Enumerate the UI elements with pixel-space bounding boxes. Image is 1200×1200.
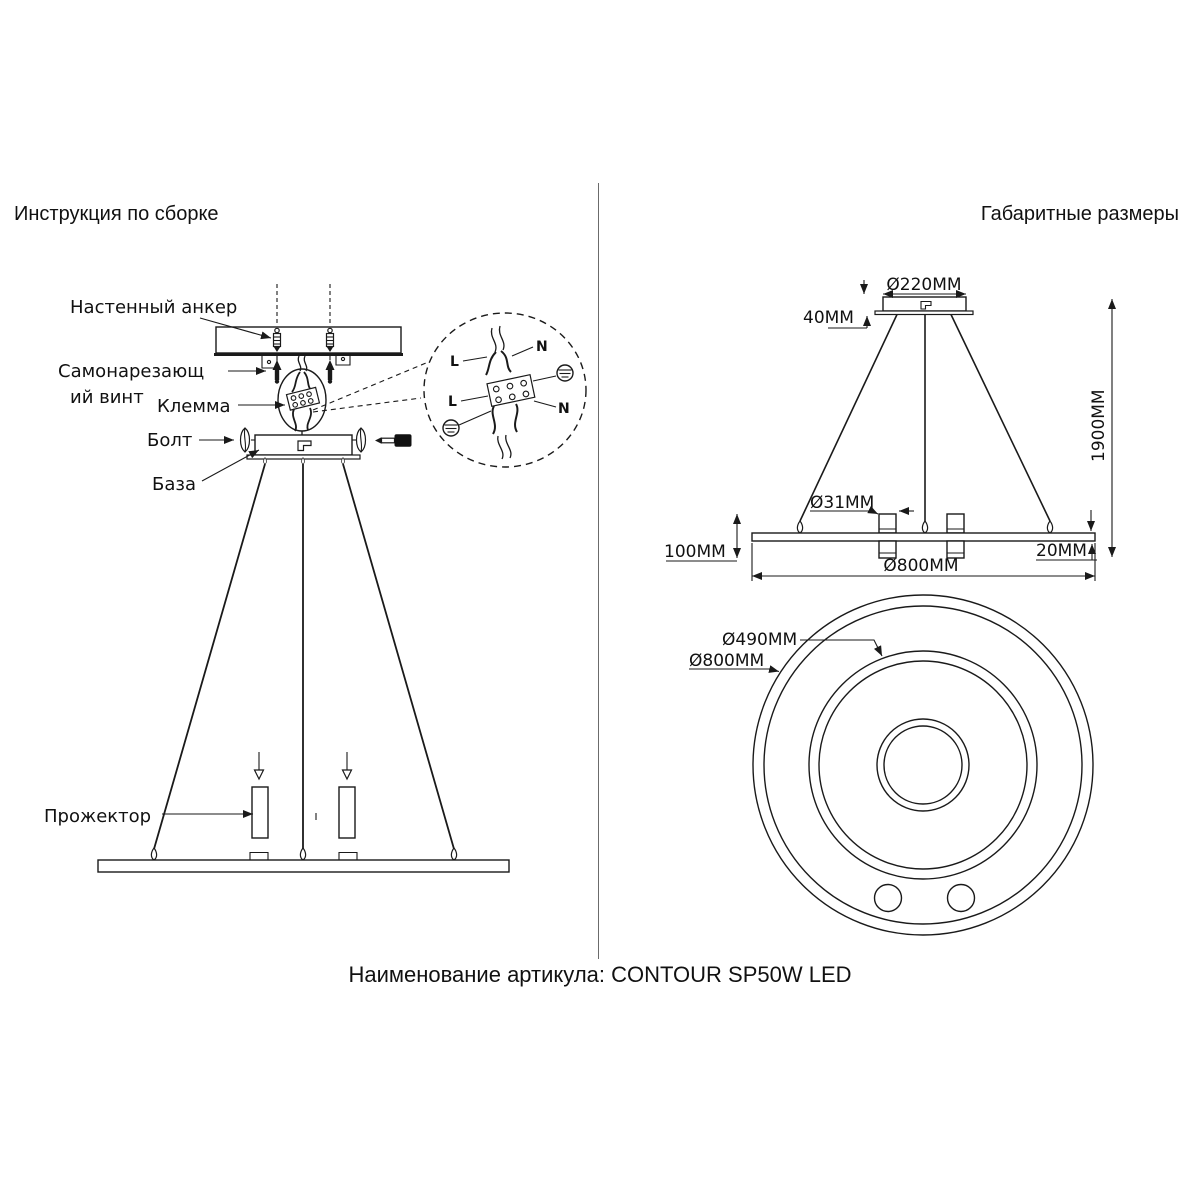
dim-canopy-height <box>803 280 867 328</box>
label-base: База <box>152 474 196 495</box>
right-panel-title: Габаритные размеры <box>980 203 1179 225</box>
left-panel-title: Инструкция по сборке <box>14 203 219 225</box>
label-wall-anchor: Настенный анкер <box>70 297 238 318</box>
label-terminal: Клемма <box>157 396 231 417</box>
junction-area <box>278 369 326 441</box>
canopy-side <box>875 297 973 315</box>
dim-outer-ring-diameter-text: Ø800MM <box>689 651 765 671</box>
dim-outer-ring-diameter <box>689 651 779 672</box>
suspension-wires <box>151 458 456 860</box>
assembly-diagram <box>44 284 586 872</box>
dim-canopy-diameter-text: Ø220MM <box>886 275 962 295</box>
dim-ring-thickness-text: 20MM <box>1036 541 1087 561</box>
self-tapping-screw-left <box>273 360 282 384</box>
dim-suspension-height-text: 1900MM <box>1089 389 1109 462</box>
label-self-tapping-screw-line1: Самонарезающ <box>58 361 205 382</box>
part-labels <box>44 297 285 827</box>
dim-spotlight-diameter-text: Ø31MM <box>810 493 875 513</box>
label-live-bottom: L <box>448 394 457 410</box>
spotlight-top-left <box>875 885 902 912</box>
wing-bolt-left <box>241 428 256 452</box>
terminal-block <box>487 375 535 407</box>
wing-bolt-right <box>352 428 366 452</box>
dim-fixture-height <box>664 514 737 562</box>
ring-top-view <box>753 595 1093 935</box>
spotlight-top-right <box>948 885 975 912</box>
ceiling <box>214 327 403 356</box>
dim-spotlight-diameter <box>810 493 914 514</box>
screwdriver <box>375 434 412 446</box>
label-bolt: Болт <box>147 430 193 451</box>
dim-inner-ring-diameter-text: Ø490MM <box>722 630 798 650</box>
wall-anchor-right <box>327 328 334 352</box>
terminal-block-small <box>286 387 319 410</box>
label-neutral-top: N <box>536 339 548 355</box>
ground-symbol-right <box>533 365 573 381</box>
dimensions-diagram <box>664 275 1112 935</box>
dim-canopy-diameter <box>883 275 966 295</box>
base-canopy <box>247 435 360 459</box>
ground-symbol-left <box>443 411 491 436</box>
article-name: Наименование артикула: CONTOUR SP50W LED <box>348 962 852 987</box>
wiring-detail <box>424 313 586 467</box>
dim-suspension-height <box>1089 299 1112 557</box>
wall-anchor-left <box>274 328 281 352</box>
label-neutral-bottom: N <box>558 401 570 417</box>
dim-ring-diameter-side-text: Ø800MM <box>883 556 959 576</box>
dim-fixture-height-text: 100MM <box>664 542 726 562</box>
label-spotlight: Прожектор <box>44 806 152 827</box>
label-self-tapping-screw-line2: ий винт <box>70 387 144 408</box>
dim-canopy-height-text: 40MM <box>803 308 854 328</box>
label-live-top: L <box>450 354 459 370</box>
self-tapping-screw-right <box>326 360 335 384</box>
